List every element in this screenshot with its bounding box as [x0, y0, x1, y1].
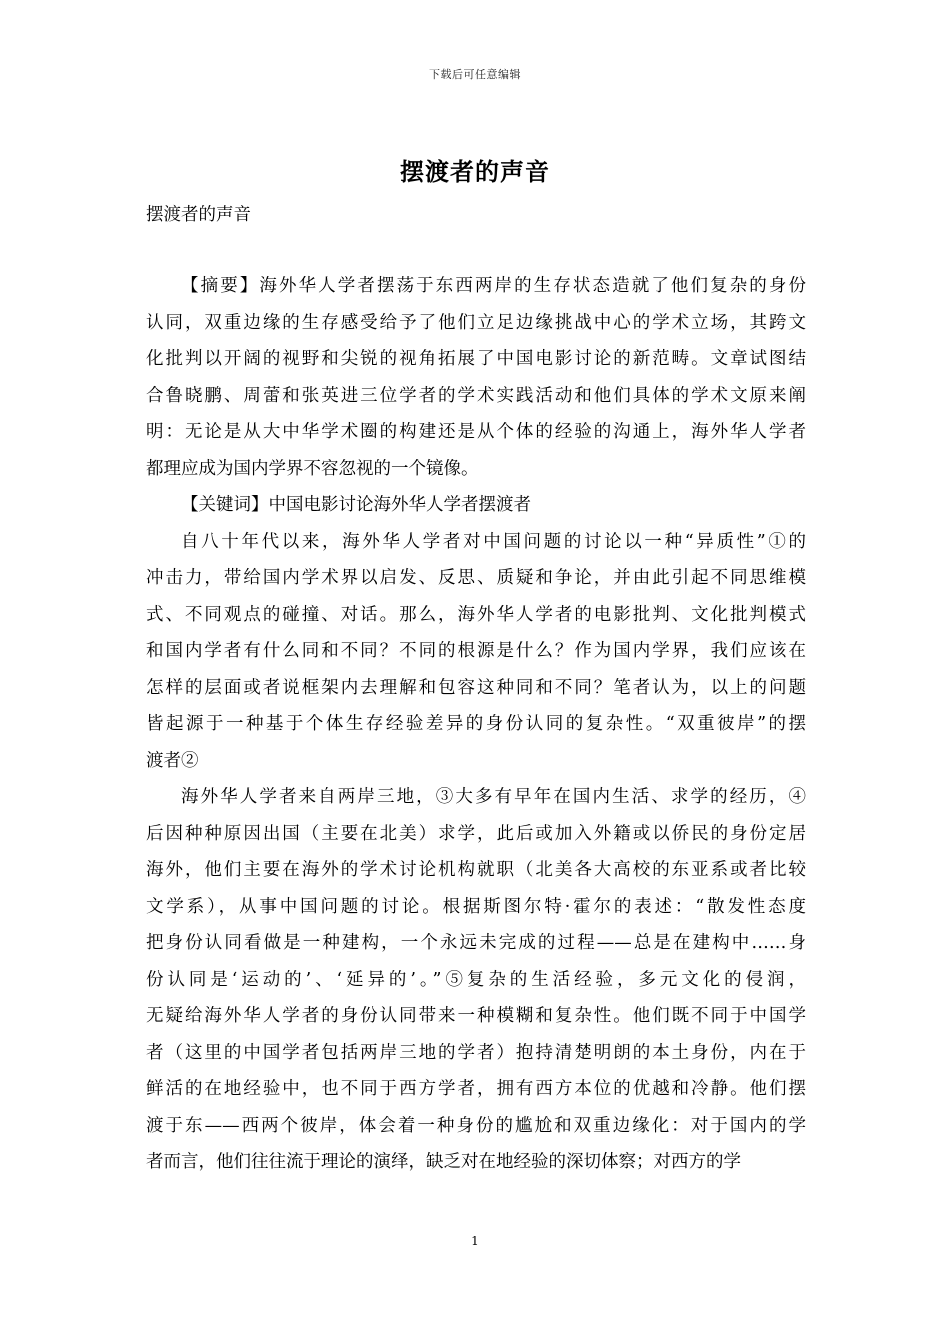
paragraph-line: 怎样的层面或者说框架内去理解和包容这种同和不同？笔者认为，以上的问题 — [146, 677, 806, 698]
paragraph-line: 无疑给海外华人学者的身份认同带来一种模糊和复杂性。他们既不同于中国学 — [146, 1006, 806, 1026]
document-body — [146, 268, 806, 1181]
paragraph-line: 皆起源于一种基于个体生存经验差异的身份认同的复杂性。“双重彼岸”的摆 — [146, 714, 806, 734]
paragraph-line: 者（这里的中国学者包括两岸三地的学者）抱持清楚明朗的本土身份，内在于 — [146, 1042, 806, 1063]
page-header: 下载后可任意编辑 — [429, 68, 521, 81]
paragraph-line: 后因种种原因出国（主要在北美）求学，此后或加入外籍或以侨民的身份定居 — [146, 823, 806, 844]
paragraph-line: 【摘要】海外华人学者摆荡于东西两岸的生存状态造就了他们复杂的身份 — [181, 276, 806, 296]
paragraph-line: 渡者② — [146, 750, 199, 771]
paragraph-line: 海外华人学者来自两岸三地，③大多有早年在国内生活、求学的经历，④ — [181, 787, 806, 807]
body-paragraph — [146, 487, 806, 524]
document-subtitle: 摆渡者的声音 — [146, 205, 251, 225]
paragraph-line: 合鲁晓鹏、周蕾和张英进三位学者的学术实践活动和他们具体的学术文原来阐 — [146, 385, 806, 406]
paragraph-line: 冲击力，带给国内学术界以启发、反思、质疑和争论，并由此引起不同思维模 — [146, 568, 806, 588]
paragraph-line: 海外，他们主要在海外的学术讨论机构就职（北美各大高校的东亚系或者比较 — [146, 860, 806, 880]
paragraph-line: 【关键词】中国电影讨论海外华人学者摆渡者 — [181, 495, 531, 515]
paragraph-line: 渡于东——西两个彼岸，体会着一种身份的尴尬和双重边缘化：对于国内的学 — [146, 1115, 806, 1136]
body-paragraph — [146, 779, 806, 1181]
paragraph-line: 和国内学者有什么同和不同？不同的根源是什么？作为国内学界，我们应该在 — [146, 641, 806, 661]
paragraph-line: 式、不同观点的碰撞、对话。那么，海外华人学者的电影批判、文化批判模式 — [146, 604, 806, 625]
body-paragraph — [146, 268, 806, 487]
paragraph-line: 把身份认同看做是一种建构，一个永远未完成的过程——总是在建构中……身 — [146, 933, 806, 953]
paragraph-line: 自八十年代以来，海外华人学者对中国问题的讨论以一种“异质性”①的 — [181, 531, 806, 552]
paragraph-line: 份认同是‘运动的’、‘延异的’。”⑤复杂的生活经验，多元文化的侵润， — [146, 969, 806, 990]
page-number: 1 — [471, 1234, 479, 1248]
paragraph-line: 鲜活的在地经验中，也不同于西方学者，拥有西方本位的优越和冷静。他们摆 — [146, 1079, 806, 1099]
document-title: 摆渡者的声音 — [400, 157, 550, 186]
paragraph-line: 者而言，他们往往流于理论的演绎，缺乏对在地经验的深切体察；对西方的学 — [146, 1152, 741, 1172]
paragraph-line: 明：无论是从大中华学术圈的构建还是从个体的经验的沟通上，海外华人学者 — [146, 422, 806, 442]
paragraph-line: 认同，双重边缘的生存感受给予了他们立足边缘挑战中心的学术立场，其跨文 — [146, 312, 806, 333]
body-paragraph — [146, 524, 806, 780]
paragraph-line: 都理应成为国内学界不容忽视的一个镜像。 — [146, 458, 479, 479]
paragraph-line: 化批判以开阔的视野和尖锐的视角拓展了中国电影讨论的新范畴。文章试图结 — [146, 349, 806, 369]
paragraph-line: 文学系），从事中国问题的讨论。根据斯图尔特·霍尔的表述：“散发性态度 — [146, 896, 806, 917]
